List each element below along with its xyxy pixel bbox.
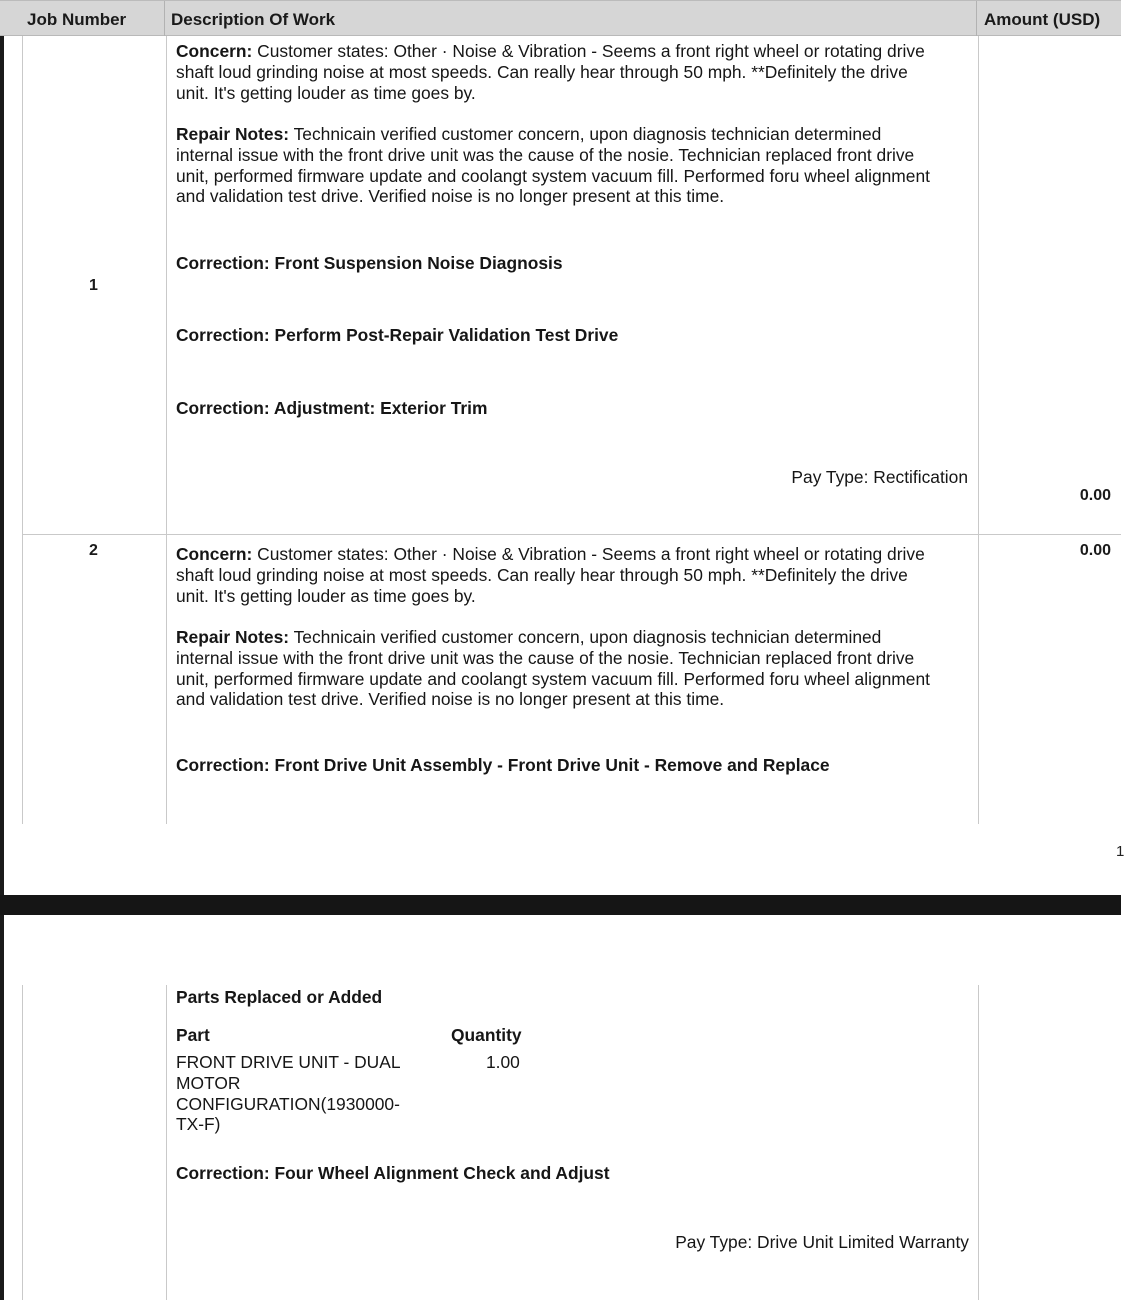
- text-line: internal issue with the front drive unit was the cause of the nosie. Technician replaced front drive: [176, 144, 915, 165]
- text-line: and validation test drive. Verified noise is no longer present at this time.: [176, 186, 725, 207]
- header-amount: Amount (USD): [984, 10, 1101, 29]
- header-job-number: Job Number: [27, 10, 127, 29]
- parts-section: [176, 985, 976, 1300]
- correction-line: Correction: Perform Post-Repair Validation Test Drive: [176, 325, 619, 345]
- grid-line: [978, 985, 979, 1300]
- grid-line: [22, 985, 23, 1300]
- text-line: shaft loud grinding noise at most speeds. Can really hear through 50 mph. **Definitely the drive: [176, 61, 908, 82]
- part-name: [176, 1052, 426, 1135]
- text-line: TX-F): [176, 1114, 221, 1135]
- concern-label: Concern:: [176, 544, 253, 564]
- text-line: Technicain verified customer concern, upon diagnosis technician determined: [289, 124, 882, 144]
- table-row: [22, 36, 1121, 534]
- grid-line: [166, 985, 167, 1300]
- pay-type: Pay Type: Drive Unit Limited Warranty: [675, 1232, 969, 1252]
- text-line: unit. It's getting louder as time goes by.: [176, 82, 476, 103]
- text-line: Customer states: Other · Noise & Vibration - Seems a front right wheel or rotating drive: [252, 41, 925, 61]
- repair-notes-text: [176, 124, 976, 207]
- header-divider: [976, 1, 977, 36]
- text-line: unit, performed firmware update and coolangt system vacuum fill. Performed foru wheel alignment: [176, 668, 930, 689]
- correction-line: Correction: Front Drive Unit Assembly - Front Drive Unit - Remove and Replace: [176, 755, 830, 775]
- text-line: MOTOR: [176, 1072, 241, 1093]
- repair-notes-label: Repair Notes:: [176, 627, 290, 647]
- text-line: shaft loud grinding noise at most speeds. Can really hear through 50 mph. **Definitely the drive: [176, 564, 908, 585]
- job-number: 2: [89, 542, 98, 559]
- repair-notes-label: Repair Notes:: [176, 124, 290, 144]
- table-header: [0, 0, 1121, 36]
- job-number: 1: [89, 277, 98, 294]
- text-line: FRONT DRIVE UNIT - DUAL: [176, 1052, 401, 1072]
- correction-line: Correction: Four Wheel Alignment Check and Adjust: [176, 1163, 610, 1183]
- amount-value: 0.00: [1079, 542, 1111, 559]
- parts-column-part: Part: [176, 1025, 210, 1045]
- concern-label: Concern:: [176, 41, 253, 61]
- text-line: CONFIGURATION(1930000-: [176, 1093, 400, 1114]
- pay-type: Pay Type: Rectification: [791, 467, 968, 487]
- correction-line: Correction: Adjustment: Exterior Trim: [176, 398, 488, 418]
- text-line: internal issue with the front drive unit was the cause of the nosie. Technician replaced front drive: [176, 647, 915, 668]
- concern-text: [176, 544, 976, 606]
- page-break: [0, 895, 1121, 915]
- text-line: Technicain verified customer concern, upon diagnosis technician determined: [289, 627, 882, 647]
- table-row: [22, 535, 1121, 824]
- parts-column-quantity: Quantity: [451, 1025, 522, 1045]
- concern-text: [176, 41, 976, 103]
- text-line: unit. It's getting louder as time goes by.: [176, 585, 476, 606]
- page-left-edge: [0, 0, 4, 1300]
- text-line: unit, performed firmware update and coolangt system vacuum fill. Performed foru wheel alignment: [176, 165, 930, 186]
- text-line: Customer states: Other · Noise & Vibration - Seems a front right wheel or rotating drive: [252, 544, 925, 564]
- repair-notes-text: [176, 627, 976, 710]
- part-quantity: 1.00: [486, 1052, 520, 1072]
- parts-title: Parts Replaced or Added: [176, 987, 383, 1007]
- text-line: and validation test drive. Verified noise is no longer present at this time.: [176, 689, 725, 710]
- header-description: Description Of Work: [171, 10, 336, 29]
- amount-value: 0.00: [1079, 487, 1111, 504]
- page-number: 1: [1116, 843, 1124, 860]
- correction-line: Correction: Front Suspension Noise Diagnosis: [176, 253, 563, 273]
- header-divider: [164, 1, 165, 36]
